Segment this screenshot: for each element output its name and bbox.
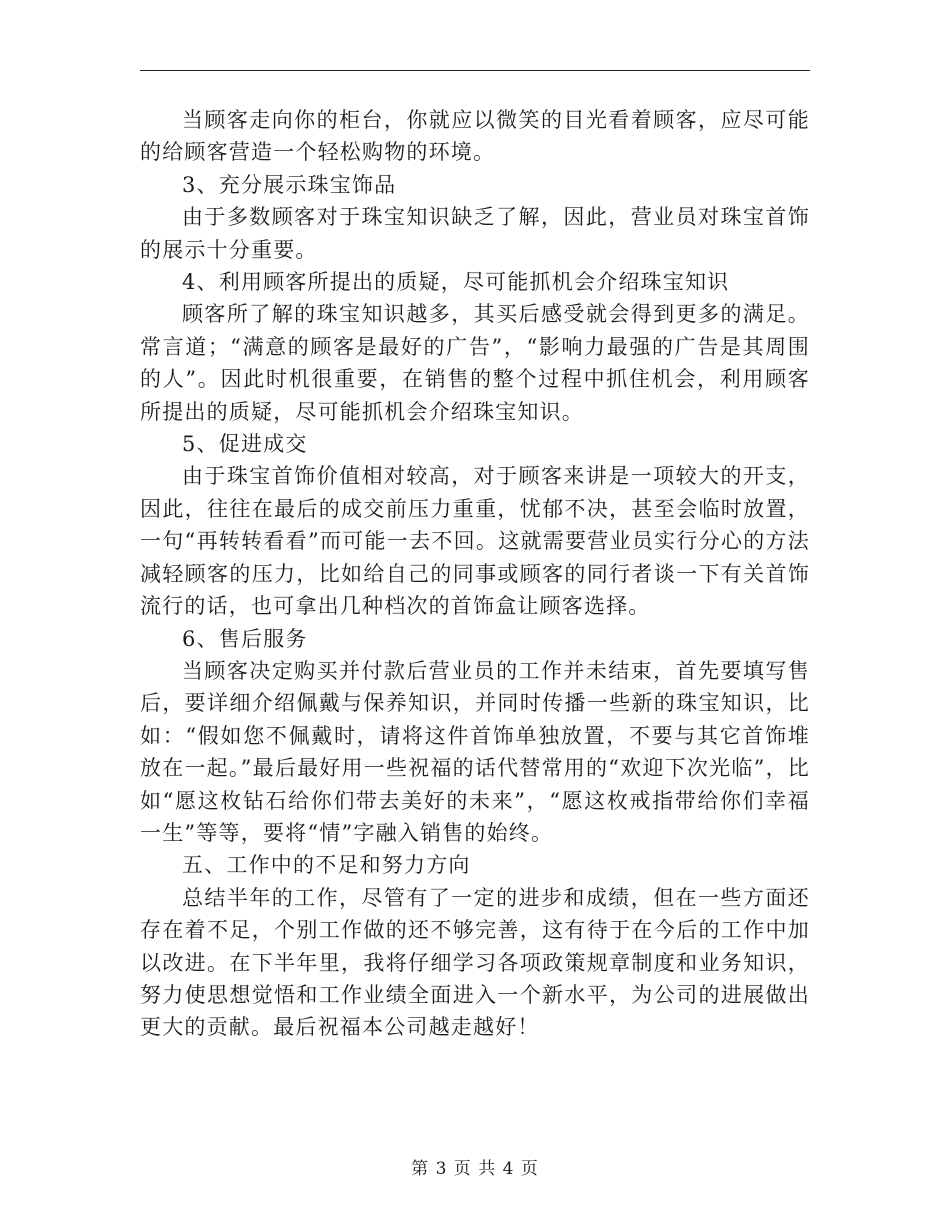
section-heading: 5、促进成交 — [182, 432, 308, 457]
paragraph: 总结半年的工作，尽管有了一定的进步和成绩，但在一些方面还存在着不足，个别工作做的还不够完善，这有待于在今后的工作中加以改进。在下半年里，我将仔细学习各项政策规章制度和业务知识，努力使思想觉悟和工作业绩全面进入一个新水平，为公司的进展做出更大的贡献。最后祝福本公司越走越好！ — [140, 885, 810, 1040]
paragraph: 由于珠宝首饰价值相对较高，对于顾客来讲是一项较大的开支，因此，往往在最后的成交前压力重重，忧郁不决，甚至会临时放置，一句“再转转看看”而可能一去不回。这就需要营业员实行分心的方法减轻顾客的压力，比如给自己的同事或顾客的同行者谈一下有关首饰流行的话，也可拿出几种档次的首饰盒让顾客选择。 — [140, 464, 810, 619]
section-heading: 4、利用顾客所提出的质疑，尽可能抓机会介绍珠宝知识 — [182, 270, 730, 295]
paragraph: 当顾客走向你的柜台，你就应以微笑的目光看着顾客，应尽可能的给顾客营造一个轻松购物的环境。 — [140, 108, 810, 165]
header-rule — [140, 70, 810, 71]
section-heading: 3、充分展示珠宝饰品 — [182, 172, 397, 197]
document-body — [140, 104, 810, 1044]
paragraph: 顾客所了解的珠宝知识越多，其买后感受就会得到更多的满足。常言道；“满意的顾客是最好的广告”，“影响力最强的广告是其周围的人”。因此时机很重要，在销售的整个过程中抓住机会，利用顾客所提出的质疑，尽可能抓机会介绍珠宝知识。 — [140, 302, 810, 424]
paragraph: 当顾客决定购买并付款后营业员的工作并未结束，首先要填写售后，要详细介绍佩戴与保养知识，并同时传播一些新的珠宝知识，比如：“假如您不佩戴时，请将这件首饰单独放置，不要与其它首饰堆放在一起。”最后最好用一些祝福的话代替常用的“欢迎下次光临”，比如“愿这枚钻石给你们带去美好的未来”，“愿这枚戒指带给你们幸福一生”等等，要将“情”字融入销售的始终。 — [140, 658, 810, 845]
section-heading: 五、工作中的不足和努力方向 — [182, 853, 471, 878]
paragraph: 由于多数顾客对于珠宝知识缺乏了解，因此，营业员对珠宝首饰的展示十分重要。 — [140, 205, 810, 262]
page-footer: 第 3 页 共 4 页 — [411, 1159, 539, 1179]
section-heading: 6、售后服务 — [182, 626, 308, 651]
